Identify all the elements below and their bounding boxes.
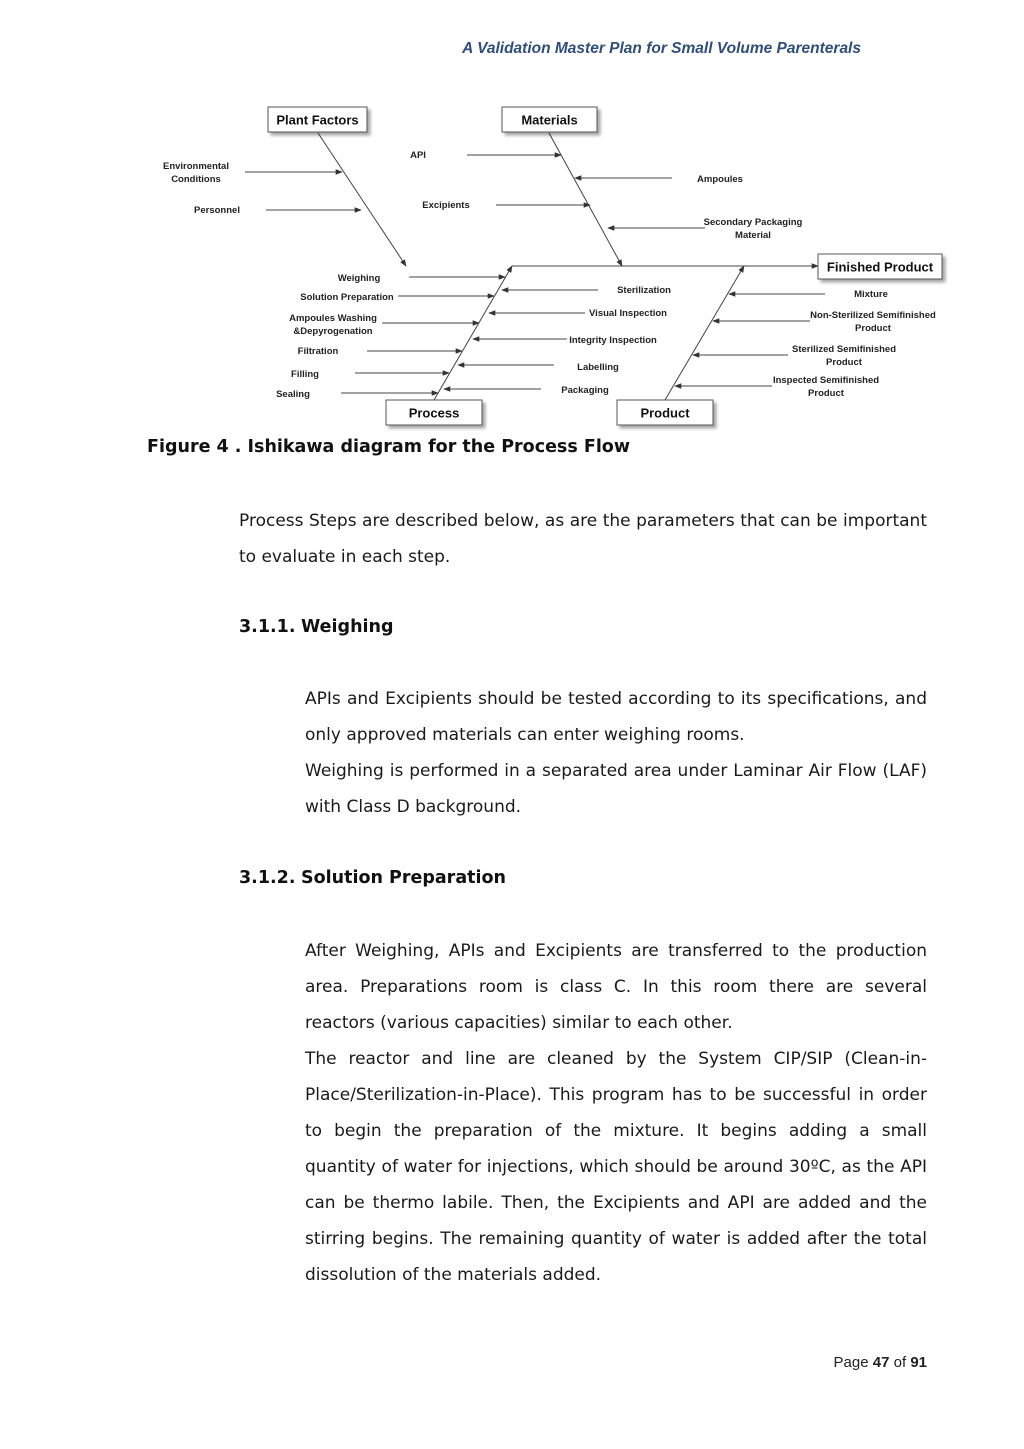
section-number: 3.1.2. — [239, 868, 296, 888]
solution-paragraph-1: After Weighing, APIs and Excipients are transferred to the production area. Preparations room is class C. In this room there are several reactors (various capacities) similar to each other. — [305, 941, 927, 1033]
label-labelling: Labelling — [577, 362, 619, 373]
label-weighing: Weighing — [337, 273, 381, 284]
label-api: API — [410, 150, 426, 161]
label-ampoules: Ampoules — [697, 174, 743, 185]
bone-materials — [549, 133, 622, 266]
label-environmental-1: Environmental — [163, 161, 229, 172]
label-environmental-2: Conditions — [171, 174, 221, 185]
label-nonsterile-1: Non-Sterilized Semifinished — [810, 310, 936, 321]
page-footer — [0, 1354, 927, 1371]
label-nonsterile-2: Product — [855, 323, 891, 334]
bone-plant-factors — [318, 133, 406, 266]
bone-product — [665, 266, 744, 400]
label-excipients: Excipients — [422, 200, 470, 211]
label-inspected-2: Product — [808, 388, 844, 399]
label-inspected-1: Inspected Semifinished — [772, 375, 880, 386]
label-secondary-1: Secondary Packaging — [703, 217, 803, 228]
solution-paragraph-2: The reactor and line are cleaned by the System CIP/SIP (Clean-in-Place/Sterilization-in-Place). This program has to be successful in order to begin the preparation of the mixture. It begins adding a small quantity of water for injections, which should be around 30ºC, as the API can be thermo labile. Then, the Excipients and API are added and the stirring begins. The remaining quantity of water is added after the total dissolution of the materials added. — [305, 1049, 927, 1285]
label-plant-factors: Plant Factors — [276, 112, 359, 128]
section-heading-solution-preparation — [239, 868, 506, 888]
label-solution-prep: Solution Preparation — [300, 292, 394, 303]
label-ampoules-washing-1: Ampoules Washing — [289, 313, 377, 324]
label-filling: Filling — [291, 369, 319, 380]
label-product: Product — [640, 405, 690, 421]
ishikawa-diagram — [0, 0, 1024, 440]
section-heading-weighing — [239, 617, 394, 637]
bone-process — [434, 266, 512, 400]
section-number: 3.1.1. — [239, 617, 296, 637]
label-sterile-2: Product — [826, 357, 862, 368]
section-title: Weighing — [301, 617, 394, 637]
label-personnel: Personnel — [194, 205, 240, 216]
label-mixture: Mixture — [854, 289, 888, 300]
figure-caption: Figure 4 . Ishikawa diagram for the Process Flow — [147, 437, 631, 457]
label-process: Process — [408, 405, 460, 421]
page-total: 91 — [910, 1354, 927, 1371]
label-secondary-2: Material — [735, 230, 771, 241]
label-sterile-1: Sterilized Semifinished — [792, 344, 896, 355]
intro-paragraph: Process Steps are described below, as are the parameters that can be important to evaluate in each step. — [239, 511, 927, 567]
label-ampoules-washing-2: &Depyrogenation — [293, 326, 373, 337]
page-of: of — [893, 1354, 907, 1371]
weighing-paragraph-1: APIs and Excipients should be tested according to its specifications, and only approved materials can enter weighing rooms. — [305, 689, 927, 745]
label-sealing: Sealing — [276, 389, 310, 400]
page-number: 47 — [872, 1354, 890, 1371]
label-integrity: Integrity Inspection — [569, 335, 657, 346]
label-finished-product: Finished Product — [826, 259, 934, 275]
label-sterilization: Sterilization — [617, 285, 671, 296]
running-header: A Validation Master Plan for Small Volume Parenterals — [462, 40, 861, 57]
weighing-paragraph-2: Weighing is performed in a separated area under Laminar Air Flow (LAF) with Class D background. — [305, 761, 927, 817]
section-title: Solution Preparation — [301, 868, 506, 888]
label-materials: Materials — [521, 112, 578, 128]
label-visual: Visual Inspection — [589, 308, 667, 319]
page-prefix: Page — [833, 1354, 869, 1371]
label-filtration: Filtration — [297, 346, 339, 357]
label-packaging: Packaging — [561, 385, 609, 396]
